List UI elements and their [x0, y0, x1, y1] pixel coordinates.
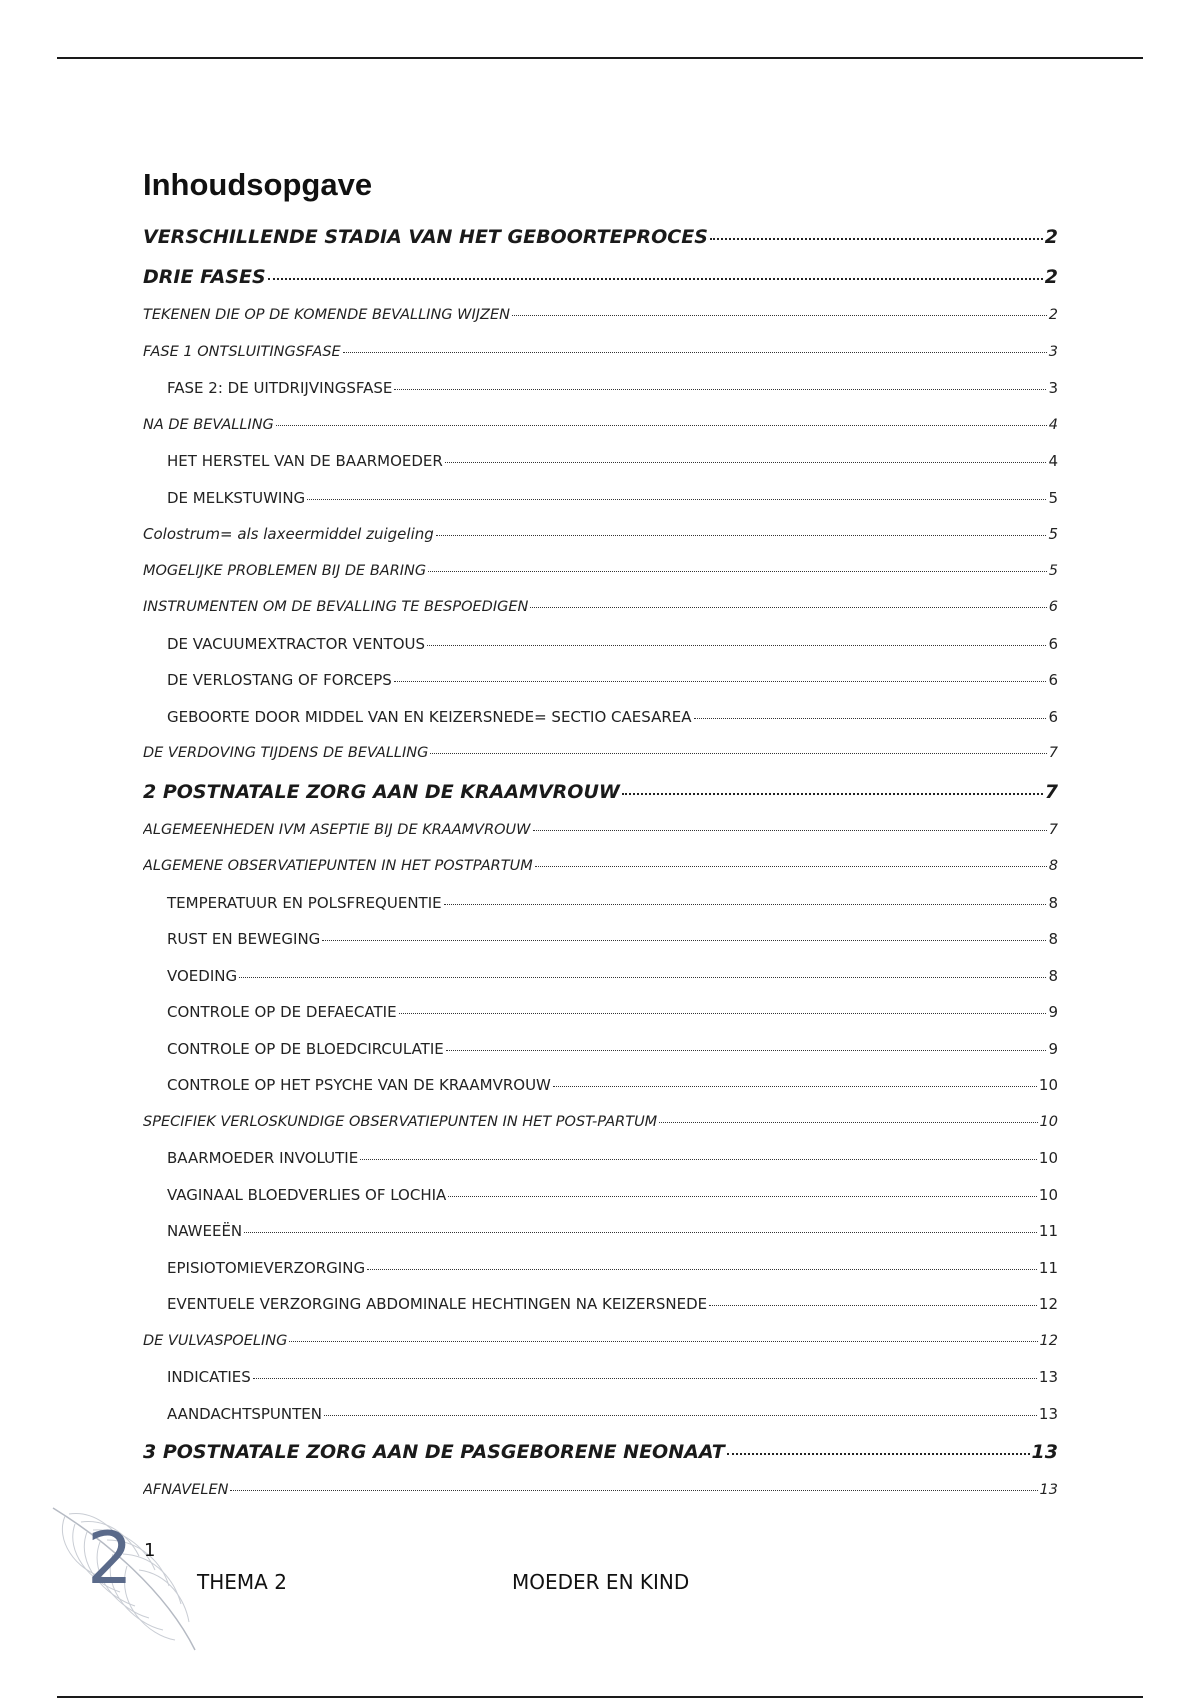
toc-entry-page: 5 — [1048, 525, 1058, 543]
chapter-number: 2 — [87, 1516, 133, 1600]
toc-entry[interactable] — [143, 1140, 1058, 1177]
toc-entry-page: 10 — [1038, 1185, 1058, 1204]
toc-entry[interactable] — [143, 297, 1058, 334]
toc-entry-page: 6 — [1048, 599, 1058, 615]
toc-entry-page: 12 — [1038, 1295, 1058, 1313]
toc-entry-label: VERSCHILLENDE STADIA VAN HET GEBOORTEPROCES — [143, 226, 708, 248]
toc-leader-dots — [446, 1050, 1047, 1051]
toc-entry-page: 2 — [1044, 226, 1058, 248]
toc-entry-label: HET HERSTEL VAN DE BAARMOEDER — [167, 452, 443, 470]
toc-entry[interactable] — [143, 848, 1058, 885]
toc-leader-dots — [244, 1232, 1037, 1233]
toc-entry-page: 4 — [1048, 452, 1058, 470]
toc-entry[interactable] — [143, 699, 1058, 736]
toc-leader-dots — [535, 866, 1047, 867]
toc-entry-page: 10 — [1038, 1149, 1058, 1167]
toc-entry-page: 3 — [1048, 379, 1058, 397]
toc-entry-label: CONTROLE OP DE DEFAECATIE — [167, 1003, 397, 1021]
toc-entry[interactable] — [143, 958, 1058, 995]
toc-entry-label: INDICATIES — [167, 1368, 251, 1386]
toc-entry-label: TEKENEN DIE OP DE KOMENDE BEVALLING WIJZEN — [143, 307, 510, 323]
toc-entry-label: EPISIOTOMIEVERZORGING — [167, 1258, 366, 1277]
toc-entry[interactable] — [143, 921, 1058, 958]
toc-entry-page: 13 — [1031, 1441, 1058, 1463]
toc-entry-label: ALGEMENE OBSERVATIEPUNTEN IN HET POSTPARTUM — [143, 858, 533, 874]
toc-entry-label: GEBOORTE DOOR MIDDEL VAN EN KEIZERSNEDE= SECTIO CAESAREA — [167, 707, 692, 726]
footer-rule — [57, 1696, 1143, 1698]
toc-entry-label: DE VERLOSTANG OF FORCEPS — [167, 671, 392, 689]
toc-leader-dots — [430, 753, 1046, 754]
toc-entry-page: 11 — [1038, 1258, 1058, 1277]
toc-entry-page: 12 — [1039, 1332, 1058, 1349]
page-footer — [45, 1500, 745, 1660]
toc-entry-label: DE VULVASPOELING — [143, 1332, 288, 1349]
toc-leader-dots — [289, 1341, 1037, 1342]
toc-leader-dots — [622, 793, 1043, 795]
toc-entry-label: DE VACUUMEXTRACTOR VENTOUS — [167, 634, 425, 653]
toc-entry-page: 8 — [1048, 966, 1058, 985]
toc-entry-label: NAWEEËN — [167, 1222, 243, 1240]
toc-entry[interactable] — [143, 1432, 1058, 1472]
toc-entry-label: INSTRUMENTEN OM DE BEVALLING TE BESPOEDIGEN — [143, 599, 529, 615]
toc-entry-label: VOEDING — [167, 966, 238, 985]
toc-entry-page: 2 — [1044, 266, 1058, 288]
toc-entry-page: 8 — [1048, 930, 1058, 948]
toc-leader-dots — [394, 681, 1047, 682]
toc-entry[interactable] — [143, 480, 1058, 517]
toc-entry-page: 3 — [1048, 343, 1058, 360]
toc-entry-label: TEMPERATUUR EN POLSFREQUENTIE — [167, 893, 442, 912]
toc-entry[interactable] — [143, 1250, 1058, 1287]
toc-leader-dots — [239, 977, 1046, 978]
toc-leader-dots — [659, 1122, 1037, 1123]
toc-entry[interactable] — [143, 994, 1058, 1031]
toc-leader-dots — [553, 1086, 1037, 1087]
toc-leader-dots — [436, 535, 1047, 536]
toc-entry[interactable] — [143, 334, 1058, 371]
toc-entry-label: DE MELKSTUWING — [167, 488, 306, 507]
toc-entry-label: 2 POSTNATALE ZORG AAN DE KRAAMVROUW — [143, 780, 620, 803]
toc-entry[interactable] — [143, 1213, 1058, 1250]
toc-entry-page: 7 — [1044, 780, 1058, 803]
toc-entry-label: MOGELIJKE PROBLEMEN BIJ DE BARING — [143, 562, 427, 579]
toc-entry[interactable] — [143, 370, 1058, 407]
toc-leader-dots — [428, 571, 1047, 572]
toc-leader-dots — [360, 1159, 1037, 1160]
toc-entry-page: 8 — [1048, 858, 1058, 874]
toc-entry[interactable] — [143, 812, 1058, 849]
toc-entry-page: 5 — [1048, 488, 1058, 507]
toc-leader-dots — [343, 352, 1047, 353]
toc-entry-label: AFNAVELEN — [143, 1482, 229, 1498]
toc-entry[interactable] — [143, 257, 1058, 297]
toc-entry-label: DRIE FASES — [143, 266, 266, 288]
page-number: 1 — [144, 1540, 156, 1561]
toc-entry-label: NA DE BEVALLING — [143, 416, 274, 433]
toc-entry-page: 10 — [1038, 1076, 1058, 1094]
toc-entry[interactable] — [143, 772, 1058, 812]
toc-leader-dots — [710, 238, 1043, 240]
toc-title: Inhoudsopgave — [143, 167, 373, 202]
toc-entry-page: 2 — [1048, 307, 1058, 323]
toc-entry[interactable] — [143, 735, 1058, 772]
toc-entry-label: ALGEMEENHEDEN IVM ASEPTIE BIJ DE KRAAMVROUW — [143, 821, 531, 838]
toc-entry-label: VAGINAAL BLOEDVERLIES OF LOCHIA — [167, 1185, 447, 1204]
toc-leader-dots — [727, 1453, 1030, 1455]
footer-title: MOEDER EN KIND — [512, 1570, 690, 1594]
toc-entry-page: 5 — [1048, 562, 1058, 579]
toc-entry-label: CONTROLE OP HET PSYCHE VAN DE KRAAMVROUW — [167, 1076, 551, 1094]
toc-entry-page: 13 — [1038, 1404, 1058, 1423]
toc-entry[interactable] — [143, 1067, 1058, 1104]
toc-entry[interactable] — [143, 1104, 1058, 1141]
toc-leader-dots — [399, 1013, 1047, 1014]
toc-entry[interactable] — [143, 1031, 1058, 1068]
toc-entry-page: 6 — [1048, 634, 1058, 653]
toc-entry-label: EVENTUELE VERZORGING ABDOMINALE HECHTINGEN NA KEIZERSNEDE — [167, 1295, 708, 1313]
toc-leader-dots — [694, 718, 1047, 719]
header-rule — [57, 57, 1143, 59]
toc-leader-dots — [530, 607, 1046, 608]
toc-entry[interactable] — [143, 516, 1058, 553]
toc-entry-label: CONTROLE OP DE BLOEDCIRCULATIE — [167, 1039, 444, 1058]
toc-leader-dots — [533, 830, 1047, 831]
toc-entry[interactable] — [143, 553, 1058, 590]
toc-entry-label: BAARMOEDER INVOLUTIE — [167, 1149, 359, 1167]
toc-entry-page: 9 — [1048, 1039, 1058, 1058]
toc-entry[interactable] — [143, 662, 1058, 699]
toc-entry[interactable] — [143, 626, 1058, 663]
toc-entry-page: 8 — [1048, 893, 1058, 912]
toc-leader-dots — [324, 1415, 1037, 1416]
toc-leader-dots — [394, 389, 1046, 390]
toc-entry-label: DE VERDOVING TIJDENS DE BEVALLING — [143, 745, 429, 761]
toc-entry-page: 7 — [1048, 821, 1058, 838]
toc-leader-dots — [367, 1269, 1037, 1270]
toc-leader-dots — [253, 1378, 1037, 1379]
toc-entry[interactable] — [143, 443, 1058, 480]
toc-entry-page: 10 — [1039, 1113, 1058, 1130]
toc-leader-dots — [322, 940, 1046, 941]
toc-entry-page: 13 — [1038, 1368, 1058, 1386]
toc-entry-label: AANDACHTSPUNTEN — [167, 1404, 322, 1423]
toc-entry-page: 4 — [1048, 416, 1058, 433]
toc-entry[interactable] — [143, 1286, 1058, 1323]
toc-entry[interactable] — [143, 589, 1058, 626]
footer-theme: THEMA 2 — [197, 1570, 287, 1594]
toc-entry-label: RUST EN BEWEGING — [167, 930, 321, 948]
toc-entry-label: 3 POSTNATALE ZORG AAN DE PASGEBORENE NEONAAT — [143, 1441, 725, 1463]
toc-entry-page: 6 — [1048, 671, 1058, 689]
toc-entry[interactable] — [143, 1177, 1058, 1214]
toc-leader-dots — [230, 1490, 1037, 1491]
toc-entry[interactable] — [143, 1396, 1058, 1433]
toc-entry[interactable] — [143, 885, 1058, 922]
toc-leader-dots — [276, 425, 1047, 426]
toc-leader-dots — [448, 1196, 1037, 1197]
toc-entry-page: 7 — [1048, 745, 1058, 761]
toc-leader-dots — [445, 462, 1047, 463]
toc-entry-page: 9 — [1048, 1003, 1058, 1021]
toc-entry-label: FASE 1 ONTSLUITINGSFASE — [143, 343, 341, 360]
toc-entry-page: 13 — [1039, 1482, 1058, 1498]
toc-entry-label: SPECIFIEK VERLOSKUNDIGE OBSERVATIEPUNTEN IN HET POST-PARTUM — [143, 1113, 658, 1130]
toc-entry[interactable] — [143, 1323, 1058, 1360]
toc-entry-page: 6 — [1048, 707, 1058, 726]
toc-entry[interactable] — [143, 1359, 1058, 1396]
toc-entry-page: 11 — [1038, 1222, 1058, 1240]
toc-entry-label: Colostrum= als laxeermiddel zuigeling — [143, 525, 434, 543]
table-of-contents — [143, 165, 1058, 1509]
toc-leader-dots — [709, 1305, 1037, 1306]
toc-entry-label: FASE 2: DE UITDRIJVINGSFASE — [167, 379, 393, 397]
toc-entry[interactable] — [143, 217, 1058, 257]
toc-entry[interactable] — [143, 407, 1058, 444]
toc-leader-dots — [427, 645, 1046, 646]
toc-leader-dots — [268, 278, 1043, 280]
toc-entries — [143, 217, 1058, 1509]
toc-leader-dots — [512, 315, 1047, 316]
toc-leader-dots — [444, 904, 1047, 905]
toc-leader-dots — [307, 499, 1046, 500]
